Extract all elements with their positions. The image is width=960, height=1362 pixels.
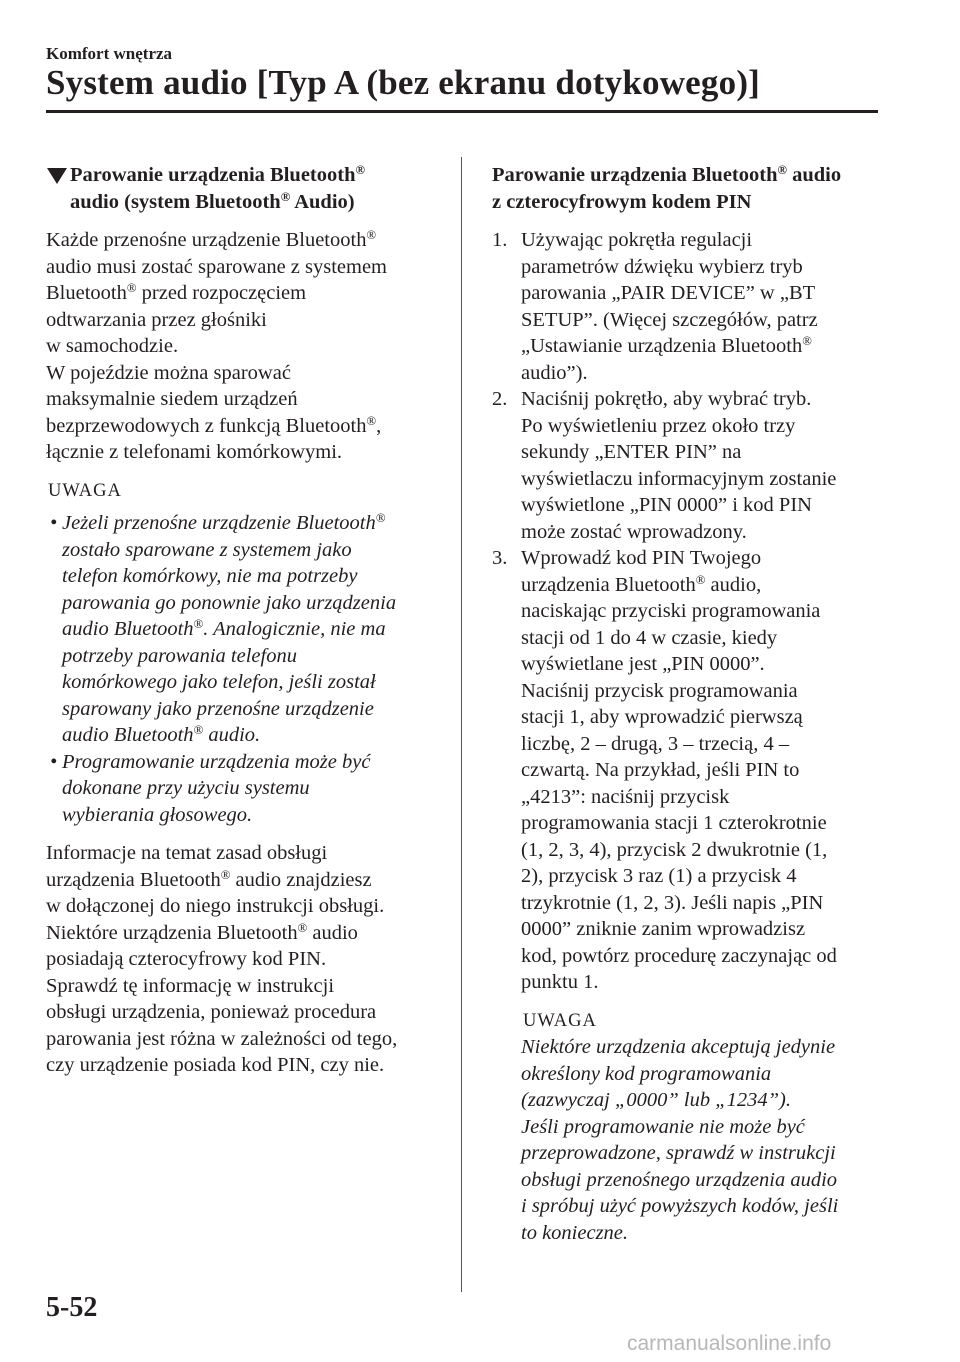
left-column	[46, 162, 446, 1079]
note-title: UWAGA	[48, 480, 122, 501]
note-body: Niektóre urządzenia akceptują jedynie określony kod programowania (zazwyczaj „0000” lub „1234”). Jeśli programowanie nie może być przeprowadzone, sprawdź w instrukcji obsługi przenośnego urządzenia audio i spróbuj użyć powyższych kodów, jeśli to konieczne.	[521, 1036, 839, 1244]
note-block	[492, 1008, 892, 1247]
watermark: carmanualsonline.info	[627, 1332, 832, 1355]
step-item: 1. Używając pokrętła regulacji parametrów dźwięku wybierz tryb parowania „PAIR DEVICE” w „BT SETUP”. (Więcej szczegółów, patrz „Ustawianie urządzenia Bluetooth® audio”).	[492, 229, 818, 384]
step-item: 3. Wprowadź kod PIN Twojego urządzenia Bluetooth® audio, naciskając przyciski programowania stacji od 1 do 4 w czasie, kiedy wyświetlane jest „PIN 0000”. Naciśnij przycisk programowania stacji 1, aby wprowadzić pierwszą liczbę, 2 – drugą, 3 – trzecią, 4 – czwartą. Na przykład, jeśli PIN to „4213”: naciśnij przycisk programowania stacji 1 czterokrotnie (1, 2, 3, 4), przycisk 2 dwukrotnie (1, 2), przycisk 3 raz (1) a przycisk 4 trzykrotnie (1, 2, 3). Jeśli napis „PIN 0000” zniknie zanim wprowadzisz kod, powtórz procedurę zaczynając od punktu 1.	[492, 547, 837, 993]
info-paragraph: Informacje na temat zasad obsługi urządzenia Bluetooth® audio znajdziesz w dołączonej do niego instrukcji obsługi. Niektóre urządzenia Bluetooth® audio posiadają czterocyfrowy kod PIN. Sprawdź tę informację w instrukcji obsługi urządzenia, ponieważ procedura parowania jest różna w zależności od tego, czy urządzenie posiada kod PIN, czy nie.	[46, 842, 398, 1076]
step-item: 2. Naciśnij pokrętło, aby wybrać tryb. Po wyświetleniu przez około trzy sekundy „ENTER PIN” na wyświetlaczu informacyjnym zostanie wyświetlone „PIN 0000” i kod PIN może zostać wprowadzony.	[492, 388, 837, 543]
triangle-down-icon	[47, 168, 67, 184]
page-number: 5-52	[46, 1292, 98, 1323]
note-bullet: • Jeżeli przenośne urządzenie Bluetooth® zostało sparowane z systemem jako telefon komórkowy, nie ma potrzeby parowania go ponownie jako urządzenia audio Bluetooth®. Analogicznie, nie ma potrzeby parowania telefonu komórkowego jako telefon, jeśli został sparowany jako przenośne urządzenie audio Bluetooth® audio.	[50, 511, 397, 746]
section-heading-pin: Parowanie urządzenia Bluetooth® audio z czterocyfrowym kodem PIN	[492, 163, 842, 213]
right-column	[492, 162, 892, 1246]
header-rule	[46, 110, 878, 113]
note-bullet: • Programowanie urządzenia może być dokonane przy użyciu systemu wybierania głosowego.	[50, 750, 371, 826]
header-section: Komfort wnętrza	[46, 44, 173, 63]
section-heading-bluetooth-audio: Parowanie urządzenia Bluetooth® audio (system Bluetooth® Audio)	[46, 162, 446, 215]
intro-paragraph: Każde przenośne urządzenie Bluetooth® audio musi zostać sparowane z systemem Bluetooth® przed rozpoczęciem odtwarzania przez głośniki w samochodzie. W pojeździe można sparować maksymalnie siedem urządzeń bezprzewodowych z funkcją Bluetooth®, łącznie z telefonami komórkowymi.	[46, 228, 388, 463]
note-body	[46, 510, 446, 828]
page-title: System audio [Typ A (bez ekranu dotykowego)]	[46, 63, 761, 102]
step-list	[492, 227, 892, 996]
note-title: UWAGA	[523, 1010, 597, 1031]
column-divider	[461, 157, 462, 1292]
